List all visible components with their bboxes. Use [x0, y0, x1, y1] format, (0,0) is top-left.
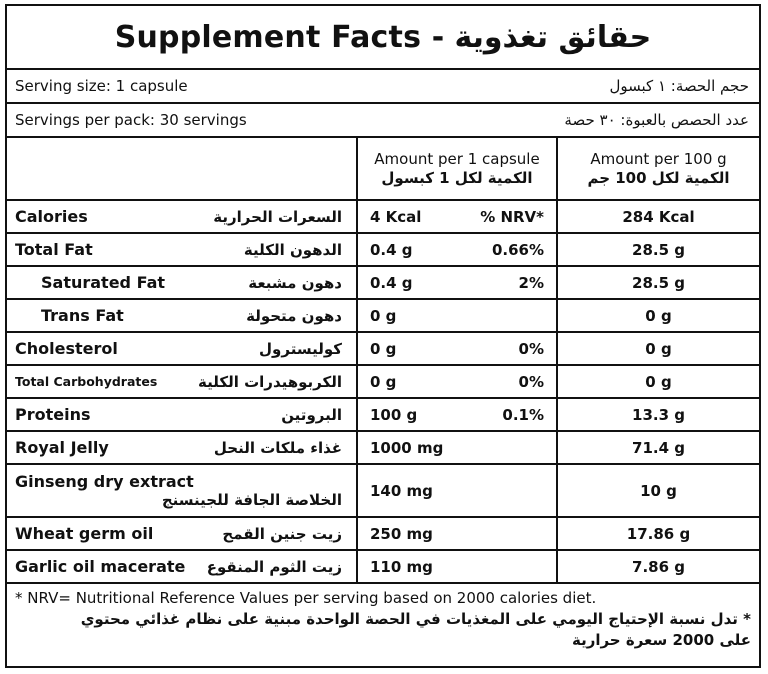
table-row-total-carbohydrates	[7, 365, 759, 398]
footnote	[7, 584, 759, 655]
title-english: Supplement Facts -	[114, 19, 445, 55]
row-name-arabic: السعرات الحرارية	[213, 207, 342, 226]
row-amount: 1000 mg	[370, 438, 444, 457]
table-header-row	[7, 138, 759, 200]
row-amount: 100 g	[370, 405, 418, 424]
header-per-100g-english: Amount per 100 g	[590, 149, 727, 168]
row-amount: 110 mg	[370, 557, 433, 576]
row-amount: 4 Kcal	[370, 207, 422, 226]
row-per-100g: 13.3 g	[557, 398, 759, 431]
row-amount: 0.4 g	[370, 273, 413, 292]
row-per-100g: 284 Kcal	[557, 200, 759, 233]
servings-per-pack-english: Servings per pack: 30 servings	[15, 111, 247, 129]
row-name-english: Garlic oil macerate	[15, 557, 186, 576]
row-per-100g: 0 g	[557, 365, 759, 398]
row-per-100g: 10 g	[557, 464, 759, 517]
row-name-arabic: زيت الثوم المنقوع	[206, 557, 342, 576]
row-per-100g: 0 g	[557, 332, 759, 365]
row-nrv: % NRV*	[480, 207, 544, 226]
table-row-proteins	[7, 398, 759, 431]
header-per-100g	[557, 138, 759, 200]
title-arabic: حقائق تغذوية	[454, 19, 652, 55]
row-nrv: 0.1%	[502, 405, 544, 424]
row-nrv: 2%	[518, 273, 544, 292]
table-row-calories	[7, 200, 759, 233]
row-per-100g: 71.4 g	[557, 431, 759, 464]
row-amount: 140 mg	[370, 481, 433, 500]
row-name-english: Total Fat	[15, 240, 93, 259]
row-name-arabic: كوليسترول	[259, 339, 342, 358]
row-name-english: Trans Fat	[41, 306, 124, 325]
row-amount: 0 g	[370, 306, 397, 325]
footnote-english: * NRV= Nutritional Reference Values per serving based on 2000 calories diet.	[15, 589, 597, 607]
row-name-english: Calories	[15, 207, 88, 226]
row-name-arabic: دهون مشبعة	[248, 273, 342, 292]
table-row-cholesterol	[7, 332, 759, 365]
row-amount: 0.4 g	[370, 240, 413, 259]
table-row-trans-fat	[7, 299, 759, 332]
table-row-royal-jelly	[7, 431, 759, 464]
row-name-english: Royal Jelly	[15, 438, 109, 457]
row-name-english: Ginseng dry extract	[15, 472, 194, 491]
table-row-total-fat	[7, 233, 759, 266]
row-nrv: 0.66%	[491, 240, 544, 259]
supplement-facts-label	[5, 4, 761, 668]
table-row-ginseng	[7, 464, 759, 517]
row-name-arabic: غذاء ملكات النحل	[213, 438, 342, 457]
row-per-100g: 7.86 g	[557, 550, 759, 583]
label-title	[7, 6, 759, 70]
row-name-english: Total Carbohydrates	[15, 374, 158, 389]
footnote-arabic-line-2: على 2000 سعرة حرارية	[571, 631, 751, 649]
nutrition-table	[7, 138, 759, 584]
servings-per-pack-row	[7, 104, 759, 138]
row-per-100g: 0 g	[557, 299, 759, 332]
row-per-100g: 28.5 g	[557, 266, 759, 299]
header-empty-cell	[7, 138, 357, 200]
row-name-arabic: الكربوهيدرات الكلية	[198, 372, 342, 391]
serving-size-english: Serving size: 1 capsule	[15, 77, 188, 95]
row-nrv: 0%	[518, 339, 544, 358]
row-per-100g: 17.86 g	[557, 517, 759, 550]
row-per-100g: 28.5 g	[557, 233, 759, 266]
header-per-capsule-english: Amount per 1 capsule	[374, 149, 540, 168]
header-per-100g-arabic: الكمية لكل 100 جم	[587, 168, 730, 187]
row-name-english: Cholesterol	[15, 339, 118, 358]
row-name-english: Wheat germ oil	[15, 524, 154, 543]
row-name-arabic: زيت جنين القمح	[222, 524, 342, 543]
row-amount: 0 g	[370, 372, 397, 391]
row-name-arabic: الدهون الكلية	[243, 240, 342, 259]
serving-size-arabic: حجم الحصة: ١ كبسول	[609, 77, 749, 95]
row-nrv: 0%	[518, 372, 544, 391]
header-per-capsule-arabic: الكمية لكل 1 كبسول	[381, 168, 533, 187]
row-name-arabic: دهون متحولة	[246, 306, 342, 325]
row-name-english: Proteins	[15, 405, 91, 424]
table-row-wheat-germ-oil	[7, 517, 759, 550]
serving-size-row	[7, 70, 759, 104]
table-row-saturated-fat	[7, 266, 759, 299]
servings-per-pack-arabic: عدد الحصص بالعبوة: ٣٠ حصة	[564, 111, 749, 129]
header-per-capsule	[357, 138, 557, 200]
row-name-arabic: الخلاصة الجافة للجينسنج	[161, 491, 342, 509]
row-amount: 250 mg	[370, 524, 433, 543]
table-row-garlic-oil	[7, 550, 759, 583]
row-name-english: Saturated Fat	[41, 273, 166, 292]
row-amount: 0 g	[370, 339, 397, 358]
footnote-arabic-line-1: * تدل نسبة الإحتياج اليومي على المغذيات في الحصة الواحدة مبنية على نظام غذائي محتوي	[80, 610, 751, 628]
row-name-arabic: البروتين	[281, 405, 342, 424]
